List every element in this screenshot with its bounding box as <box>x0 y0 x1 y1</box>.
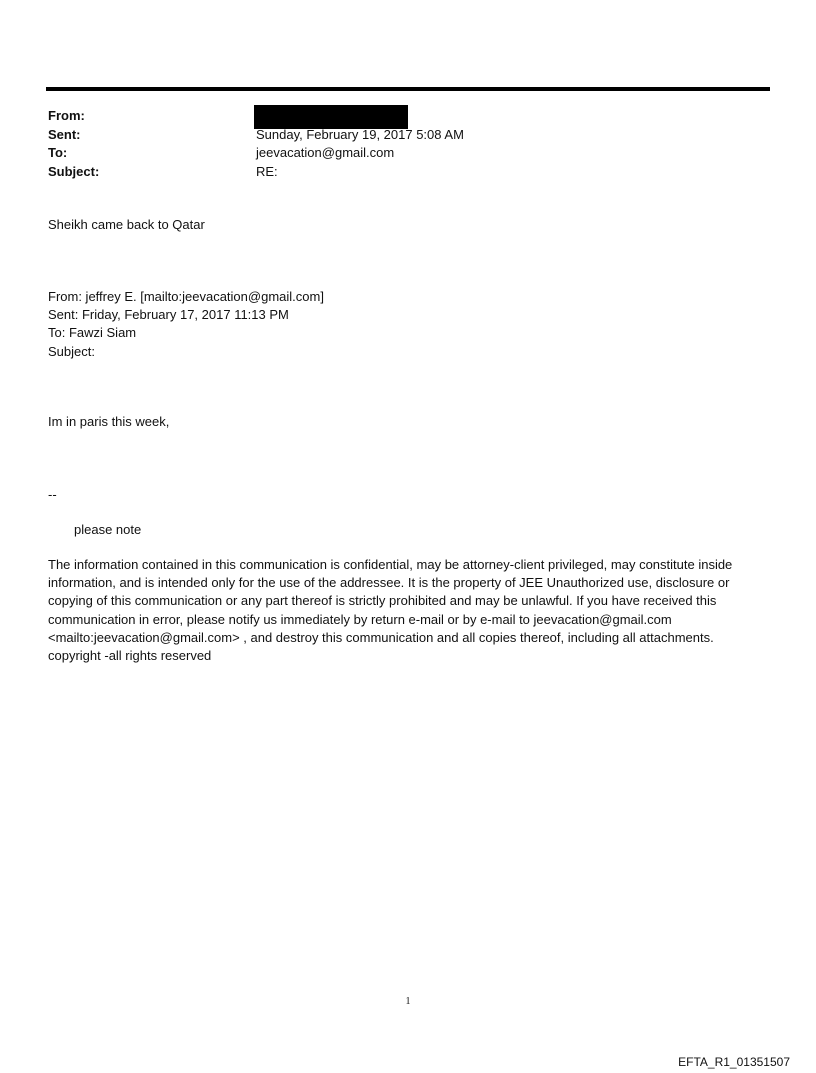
forwarded-body: Im in paris this week, <box>48 414 170 429</box>
to-value: jeevacation@gmail.com <box>256 145 395 160</box>
to-row <box>48 144 748 163</box>
subject-label: Subject: <box>48 163 100 179</box>
from-label: From: <box>48 108 85 123</box>
forwarded-from-line: From: jeffrey E. [mailto:jeevacation@gmail.com] <box>48 289 324 304</box>
bates-number: EFTA_R1_01351507 <box>678 1055 790 1069</box>
signature-note: please note <box>74 522 142 537</box>
forwarded-to-line: To: Fawzi Siam <box>48 325 137 341</box>
forwarded-header <box>48 288 768 361</box>
sent-label: Sent: <box>48 126 81 142</box>
subject-value: RE: <box>256 163 278 179</box>
signature-separator: -- <box>48 487 57 502</box>
confidentiality-disclaimer: The information contained in this communication is confidential, may be attorney-client privileged, may constitute inside information, and is intended only for the use of the addressee. It is the property of JEE Unauthorized use, disclosure or copying of this communication or any part thereof is strictly prohibited and may be unlawful. If you have received this communication in error, please notify us immediately by return e-mail or by e-mail to jeevacation@gmail.com <mailto:jeevacation@gmail.com> , and destroy this communication and all copies thereof, including all attachments. copyright -all rights reserved <box>48 557 733 664</box>
subject-row <box>48 163 748 182</box>
reply-body: Sheikh came back to Qatar <box>48 217 205 232</box>
sent-value: Sunday, February 19, 2017 5:08 AM <box>256 126 464 142</box>
forwarded-subject-line: Subject: <box>48 343 95 359</box>
forwarded-sent-line: Sent: Friday, February 17, 2017 11:13 PM <box>48 307 289 323</box>
from-row <box>48 107 748 126</box>
sent-row <box>48 126 748 145</box>
from-value <box>256 107 748 126</box>
to-label: To: <box>48 145 68 160</box>
header-rule <box>46 87 770 91</box>
email-header <box>48 107 748 181</box>
page-number: 1 <box>405 996 411 1007</box>
